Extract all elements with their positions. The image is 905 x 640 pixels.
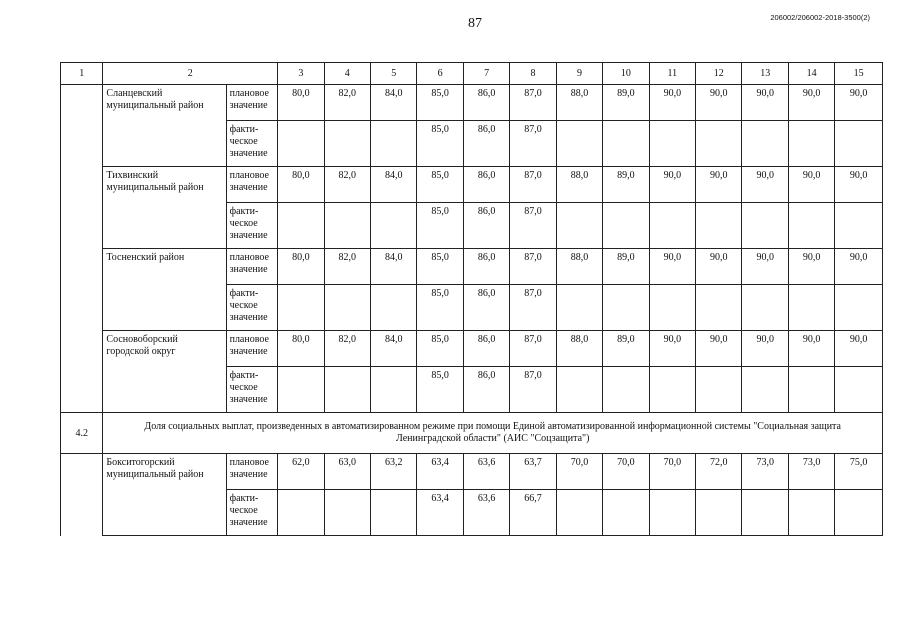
fact-value: 66,7	[510, 490, 556, 536]
fact-value	[370, 285, 416, 331]
fact-value	[649, 285, 695, 331]
plan-value: 90,0	[696, 331, 742, 367]
plan-value: 88,0	[556, 167, 602, 203]
fact-value	[370, 367, 416, 413]
fact-value	[788, 121, 834, 167]
plan-value: 87,0	[510, 331, 556, 367]
header-cell: 7	[463, 63, 509, 85]
fact-value	[278, 121, 324, 167]
header-cell: 8	[510, 63, 556, 85]
plan-value: 82,0	[324, 85, 370, 121]
plan-value: 90,0	[835, 249, 883, 285]
fact-value: 85,0	[417, 203, 463, 249]
plan-value: 87,0	[510, 167, 556, 203]
fact-value	[278, 367, 324, 413]
plan-value: 70,0	[556, 454, 602, 490]
fact-value	[603, 285, 649, 331]
plan-value: 62,0	[278, 454, 324, 490]
fact-value	[324, 367, 370, 413]
plan-value: 90,0	[742, 85, 788, 121]
district-name: Сосновоборский городской округ	[103, 331, 226, 413]
page-number: 87	[468, 16, 482, 31]
fact-value	[603, 490, 649, 536]
plan-value: 90,0	[788, 167, 834, 203]
plan-value: 63,2	[370, 454, 416, 490]
district-name: Сланцевский муниципальный район	[103, 85, 226, 167]
plan-row	[61, 249, 883, 285]
fact-value	[835, 490, 883, 536]
header-cell: 13	[742, 63, 788, 85]
header-row	[61, 63, 883, 85]
plan-label: плановое значение	[226, 167, 278, 203]
fact-value: 87,0	[510, 121, 556, 167]
plan-value: 72,0	[696, 454, 742, 490]
plan-value: 88,0	[556, 249, 602, 285]
table-body	[61, 63, 883, 536]
fact-label: факти-ческое значение	[226, 121, 278, 167]
plan-value: 86,0	[463, 85, 509, 121]
plan-value: 75,0	[835, 454, 883, 490]
fact-value	[370, 121, 416, 167]
fact-value	[649, 121, 695, 167]
plan-value: 80,0	[278, 85, 324, 121]
plan-value: 90,0	[742, 249, 788, 285]
header-cell: 6	[417, 63, 463, 85]
plan-label: плановое значение	[226, 454, 278, 490]
fact-value	[556, 121, 602, 167]
plan-value: 84,0	[370, 167, 416, 203]
plan-value: 84,0	[370, 85, 416, 121]
plan-value: 90,0	[649, 85, 695, 121]
fact-value	[324, 490, 370, 536]
header-cell: 12	[696, 63, 742, 85]
fact-value	[649, 367, 695, 413]
plan-value: 85,0	[417, 167, 463, 203]
plan-value: 80,0	[278, 167, 324, 203]
plan-value: 82,0	[324, 331, 370, 367]
plan-value: 90,0	[835, 331, 883, 367]
fact-value	[696, 367, 742, 413]
fact-value	[370, 490, 416, 536]
row-index-cell	[61, 331, 103, 413]
header-cell: 10	[603, 63, 649, 85]
plan-value: 89,0	[603, 167, 649, 203]
row-index-cell	[61, 85, 103, 167]
fact-value: 85,0	[417, 121, 463, 167]
section-title: Доля социальных выплат, произведенных в автоматизированном режиме при помощи Единой автоматизированной информационной системы "Социальная защита Ленинградской области" (АИС "Соцзащита")	[103, 413, 883, 454]
fact-value	[603, 121, 649, 167]
header-cell: 11	[649, 63, 695, 85]
fact-value	[324, 203, 370, 249]
plan-value: 90,0	[696, 167, 742, 203]
district-name: Тихвинский муниципальный район	[103, 167, 226, 249]
fact-value	[278, 203, 324, 249]
fact-value	[696, 285, 742, 331]
header-cell: 9	[556, 63, 602, 85]
plan-row	[61, 454, 883, 490]
fact-value: 85,0	[417, 285, 463, 331]
fact-value	[788, 285, 834, 331]
plan-value: 87,0	[510, 249, 556, 285]
plan-label: плановое значение	[226, 85, 278, 121]
fact-value	[742, 285, 788, 331]
fact-value: 86,0	[463, 285, 509, 331]
plan-value: 82,0	[324, 249, 370, 285]
plan-value: 82,0	[324, 167, 370, 203]
fact-value	[324, 121, 370, 167]
plan-value: 90,0	[696, 85, 742, 121]
fact-value	[696, 490, 742, 536]
indicator-table	[60, 62, 883, 536]
plan-value: 88,0	[556, 331, 602, 367]
plan-value: 73,0	[788, 454, 834, 490]
row-index-cell	[61, 167, 103, 249]
plan-value: 87,0	[510, 85, 556, 121]
fact-value	[278, 285, 324, 331]
fact-value	[788, 367, 834, 413]
plan-value: 80,0	[278, 331, 324, 367]
fact-label: факти-ческое значение	[226, 490, 278, 536]
plan-value: 89,0	[603, 249, 649, 285]
row-index-cell	[61, 454, 103, 536]
plan-row	[61, 85, 883, 121]
header-cell: 4	[324, 63, 370, 85]
plan-value: 90,0	[649, 249, 695, 285]
fact-value	[788, 203, 834, 249]
fact-value	[649, 203, 695, 249]
fact-value: 87,0	[510, 367, 556, 413]
fact-value: 86,0	[463, 367, 509, 413]
fact-value	[603, 203, 649, 249]
fact-value	[324, 285, 370, 331]
plan-value: 63,0	[324, 454, 370, 490]
fact-value	[278, 490, 324, 536]
plan-value: 90,0	[835, 85, 883, 121]
plan-value: 86,0	[463, 249, 509, 285]
plan-value: 90,0	[742, 167, 788, 203]
section-row	[61, 413, 883, 454]
fact-value	[556, 285, 602, 331]
fact-label: факти-ческое значение	[226, 367, 278, 413]
fact-label: факти-ческое значение	[226, 203, 278, 249]
header-cell: 1	[61, 63, 103, 85]
fact-value	[556, 490, 602, 536]
district-name: Бокситогорский муниципальный район	[103, 454, 226, 536]
plan-value: 90,0	[788, 249, 834, 285]
fact-value	[742, 203, 788, 249]
fact-value	[556, 203, 602, 249]
fact-value	[835, 367, 883, 413]
fact-value	[835, 203, 883, 249]
fact-value	[742, 490, 788, 536]
plan-value: 84,0	[370, 249, 416, 285]
fact-value	[835, 121, 883, 167]
plan-value: 63,6	[463, 454, 509, 490]
fact-value: 85,0	[417, 367, 463, 413]
fact-label: факти-ческое значение	[226, 285, 278, 331]
fact-value	[649, 490, 695, 536]
fact-value: 63,4	[417, 490, 463, 536]
fact-value	[556, 367, 602, 413]
fact-value: 87,0	[510, 285, 556, 331]
district-name: Тосненский район	[103, 249, 226, 331]
header-cell: 2	[103, 63, 278, 85]
document-code: 206002/206002-2018-3500(2)	[770, 13, 870, 22]
fact-value	[696, 203, 742, 249]
plan-value: 70,0	[649, 454, 695, 490]
plan-value: 89,0	[603, 331, 649, 367]
plan-value: 90,0	[788, 85, 834, 121]
plan-value: 88,0	[556, 85, 602, 121]
plan-value: 73,0	[742, 454, 788, 490]
plan-value: 84,0	[370, 331, 416, 367]
plan-value: 85,0	[417, 85, 463, 121]
plan-value: 90,0	[835, 167, 883, 203]
plan-value: 70,0	[603, 454, 649, 490]
header-cell: 15	[835, 63, 883, 85]
fact-value	[742, 367, 788, 413]
plan-value: 90,0	[649, 331, 695, 367]
plan-value: 85,0	[417, 249, 463, 285]
plan-value: 90,0	[788, 331, 834, 367]
fact-value: 63,6	[463, 490, 509, 536]
plan-value: 90,0	[742, 331, 788, 367]
fact-value: 86,0	[463, 203, 509, 249]
header-cell: 14	[788, 63, 834, 85]
plan-value: 89,0	[603, 85, 649, 121]
row-index-cell	[61, 249, 103, 331]
plan-label: плановое значение	[226, 249, 278, 285]
plan-value: 86,0	[463, 167, 509, 203]
plan-label: плановое значение	[226, 331, 278, 367]
fact-value	[742, 121, 788, 167]
fact-value: 87,0	[510, 203, 556, 249]
fact-value	[370, 203, 416, 249]
plan-value: 80,0	[278, 249, 324, 285]
plan-value: 86,0	[463, 331, 509, 367]
plan-row	[61, 331, 883, 367]
plan-value: 63,7	[510, 454, 556, 490]
fact-value	[788, 490, 834, 536]
plan-value: 85,0	[417, 331, 463, 367]
header-cell: 5	[370, 63, 416, 85]
fact-value	[696, 121, 742, 167]
plan-row	[61, 167, 883, 203]
header-cell: 3	[278, 63, 324, 85]
fact-value: 86,0	[463, 121, 509, 167]
fact-value	[603, 367, 649, 413]
fact-value	[835, 285, 883, 331]
plan-value: 90,0	[649, 167, 695, 203]
plan-value: 90,0	[696, 249, 742, 285]
section-number: 4.2	[61, 413, 103, 454]
plan-value: 63,4	[417, 454, 463, 490]
